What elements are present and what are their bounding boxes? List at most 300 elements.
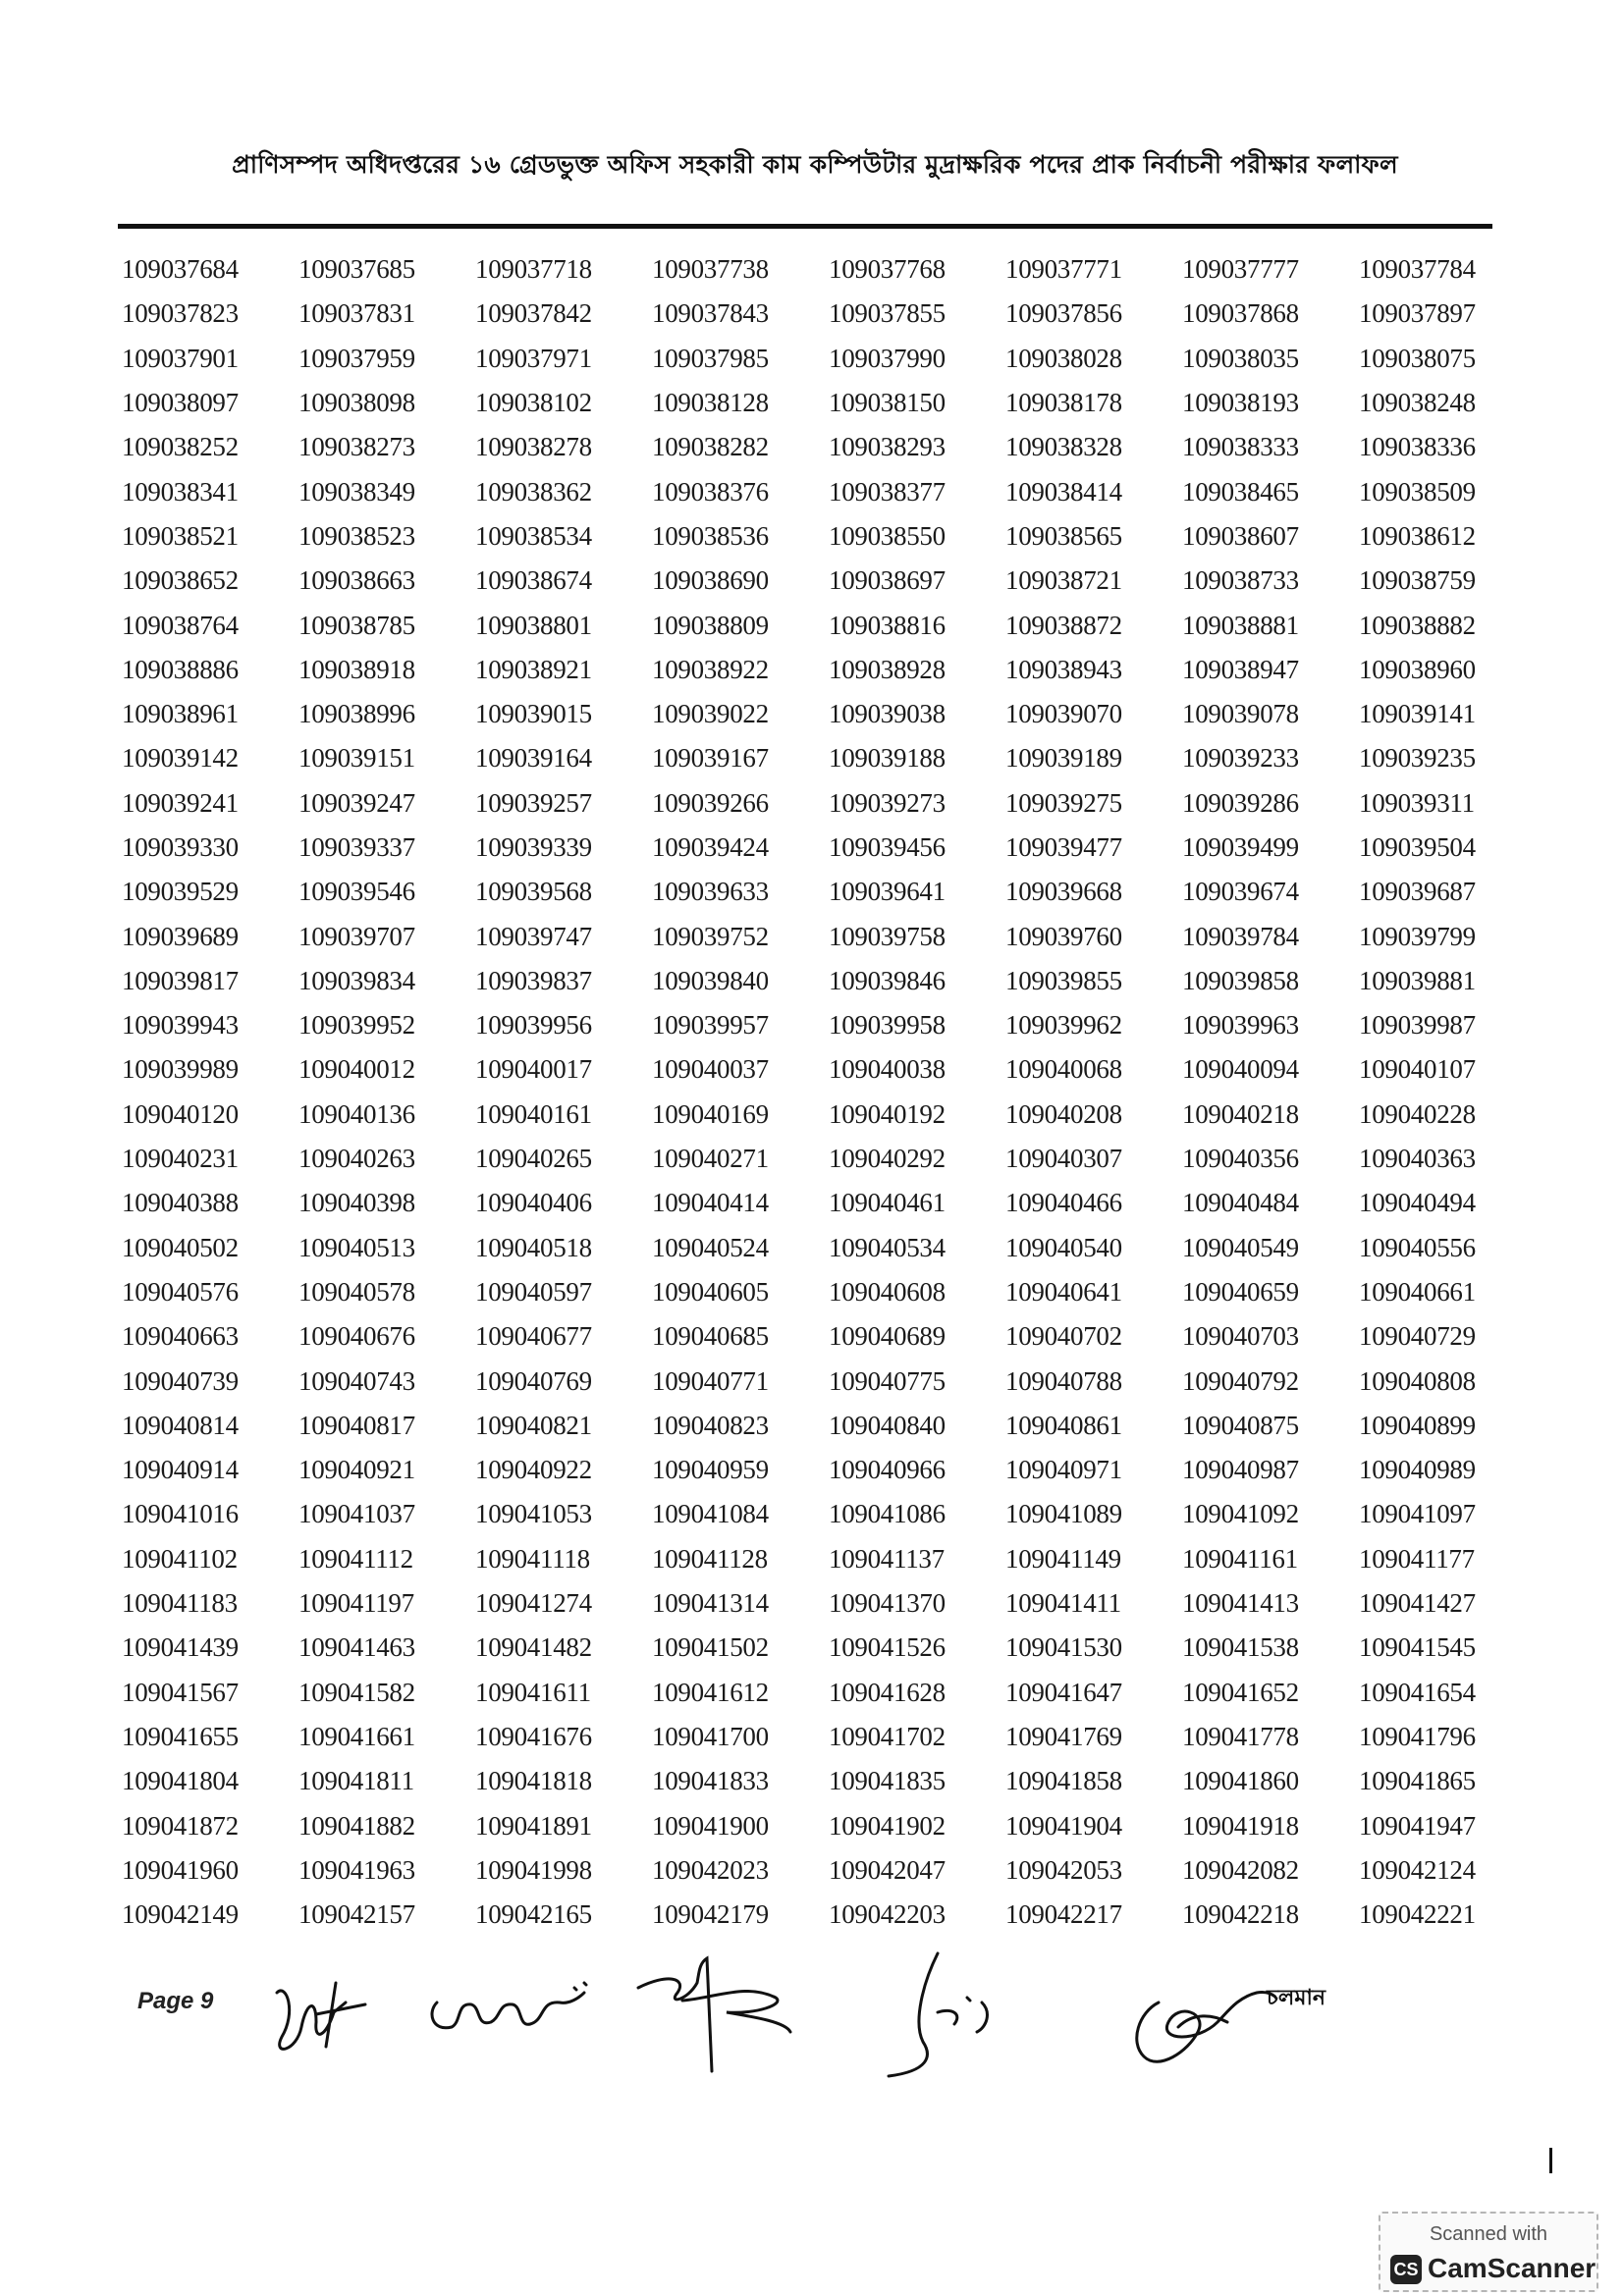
roll-number-cell: 109038607: [1182, 520, 1299, 551]
roll-number-cell: 109041102: [122, 1543, 238, 1574]
roll-number-cell: 109037855: [829, 298, 946, 329]
roll-number-cell: 109037897: [1359, 298, 1476, 329]
roll-number-cell: 109039668: [1005, 877, 1122, 907]
roll-number-cell: 109038293: [829, 432, 946, 462]
roll-number-cell: 109040775: [829, 1365, 946, 1396]
roll-number-cell: 109040461: [829, 1188, 946, 1218]
roll-number-cell: 109040817: [298, 1410, 415, 1440]
table-row: [122, 1226, 1536, 1270]
table-row: [122, 1314, 1536, 1359]
roll-number-cell: 109040987: [1182, 1455, 1299, 1485]
roll-number-cell: 109040771: [652, 1365, 769, 1396]
roll-number-cell: 109037990: [829, 343, 946, 373]
roll-number-cell: 109039188: [829, 743, 946, 774]
roll-number-cell: 109040792: [1182, 1365, 1299, 1396]
table-row: [122, 1581, 1536, 1626]
roll-number-cell: 109041835: [829, 1766, 946, 1796]
roll-number-cell: 109041778: [1182, 1721, 1299, 1751]
roll-number-cell: 109038509: [1359, 476, 1476, 507]
roll-number-cell: 109037685: [298, 254, 415, 285]
roll-number-cell: 109041482: [475, 1632, 592, 1663]
roll-number-cell: 109041904: [1005, 1810, 1122, 1841]
roll-number-cell: 109040107: [1359, 1054, 1476, 1085]
roll-number-cell: 109040466: [1005, 1188, 1122, 1218]
title-rule: [118, 224, 1492, 229]
roll-number-cell: 109040017: [475, 1054, 592, 1085]
roll-number-cell: 109038882: [1359, 610, 1476, 640]
roll-number-cell: 109039022: [652, 699, 769, 729]
roll-number-cell: 109041413: [1182, 1588, 1299, 1619]
roll-number-cell: 109041526: [829, 1632, 946, 1663]
roll-number-cell: 109039952: [298, 1010, 415, 1041]
roll-number-cell: 109039499: [1182, 832, 1299, 862]
roll-number-cell: 109042023: [652, 1854, 769, 1885]
roll-number-cell: 109039987: [1359, 1010, 1476, 1041]
roll-number-cell: 109042149: [122, 1899, 239, 1930]
roll-number-cell: 109040192: [829, 1098, 946, 1129]
roll-number-cell: 109039529: [122, 877, 239, 907]
roll-number-cell: 109040307: [1005, 1144, 1122, 1174]
roll-number-cell: 109041089: [1005, 1499, 1122, 1529]
roll-number-cell: 109039339: [475, 832, 592, 862]
roll-number-cell: 109041161: [1182, 1543, 1298, 1574]
roll-number-cell: 109039456: [829, 832, 946, 862]
roll-number-cell: 109038918: [298, 654, 415, 684]
signature-name: চলমান: [1267, 1986, 1325, 2010]
roll-number-cell: 109038872: [1005, 610, 1122, 640]
roll-number-cell: 109041872: [122, 1810, 239, 1841]
roll-number-cell: 109041833: [652, 1766, 769, 1796]
roll-number-cell: 109039641: [829, 877, 946, 907]
roll-number-cell: 109038697: [829, 565, 946, 596]
roll-number-cell: 109040094: [1182, 1054, 1299, 1085]
roll-number-cell: 109040608: [829, 1276, 946, 1307]
roll-number-cell: 109038921: [475, 654, 592, 684]
table-row: [122, 247, 1536, 292]
roll-number-cell: 109041177: [1359, 1543, 1475, 1574]
roll-number-cell: 109037856: [1005, 298, 1122, 329]
roll-number-cell: 109040729: [1359, 1321, 1476, 1352]
roll-number-grid: [122, 247, 1536, 1937]
roll-number-cell: 109040641: [1005, 1276, 1122, 1307]
table-row: [122, 1003, 1536, 1047]
roll-number-cell: 109039760: [1005, 921, 1122, 951]
roll-number-cell: 109040068: [1005, 1054, 1122, 1085]
roll-number-cell: 109037901: [122, 343, 239, 373]
roll-number-cell: 109040556: [1359, 1232, 1476, 1262]
roll-number-cell: 109042179: [652, 1899, 769, 1930]
roll-number-cell: 109038928: [829, 654, 946, 684]
roll-number-cell: 109039752: [652, 921, 769, 951]
table-row: [122, 1404, 1536, 1448]
roll-number-cell: 109042165: [475, 1899, 592, 1930]
table-row: [122, 1359, 1536, 1403]
roll-number-cell: 109040821: [475, 1410, 592, 1440]
table-row: [122, 381, 1536, 425]
table-row: [122, 1626, 1536, 1670]
roll-number-cell: 109038097: [122, 388, 239, 418]
table-row: [122, 603, 1536, 647]
roll-number-cell: 109039273: [829, 787, 946, 818]
roll-number-cell: 109039633: [652, 877, 769, 907]
roll-number-cell: 109041860: [1182, 1766, 1299, 1796]
roll-number-cell: 109040540: [1005, 1232, 1122, 1262]
margin-tick-mark: [1549, 2148, 1552, 2173]
roll-number-cell: 109037985: [652, 343, 769, 373]
roll-number-cell: 109038278: [475, 432, 592, 462]
roll-number-cell: 109041502: [652, 1632, 769, 1663]
roll-number-cell: 109040808: [1359, 1365, 1476, 1396]
roll-number-cell: 109041097: [1359, 1499, 1476, 1529]
table-row: [122, 1492, 1536, 1536]
roll-number-cell: 109041112: [298, 1543, 413, 1574]
roll-number-cell: 109038178: [1005, 388, 1122, 418]
roll-number-cell: 109039957: [652, 1010, 769, 1041]
roll-number-cell: 109038465: [1182, 476, 1299, 507]
table-row: [122, 1137, 1536, 1181]
roll-number-cell: 109040388: [122, 1188, 239, 1218]
roll-number-cell: 109041891: [475, 1810, 592, 1841]
roll-number-cell: 109040231: [122, 1144, 239, 1174]
roll-number-cell: 109038252: [122, 432, 239, 462]
roll-number-cell: 109041661: [298, 1721, 415, 1751]
roll-number-cell: 109041538: [1182, 1632, 1299, 1663]
roll-number-cell: 109038816: [829, 610, 946, 640]
roll-number-cell: 109039881: [1359, 965, 1476, 995]
table-row: [122, 1759, 1536, 1803]
roll-number-cell: 109040406: [475, 1188, 592, 1218]
roll-number-cell: 109038996: [298, 699, 415, 729]
roll-number-cell: 109039286: [1182, 787, 1299, 818]
camscanner-caption: Scanned with: [1429, 2223, 1548, 2245]
roll-number-cell: 109037868: [1182, 298, 1299, 329]
roll-number-cell: 109037684: [122, 254, 239, 285]
roll-number-cell: 109039275: [1005, 787, 1122, 818]
roll-number-cell: 109040263: [298, 1144, 415, 1174]
roll-number-cell: 109040899: [1359, 1410, 1476, 1440]
roll-number-cell: 109040363: [1359, 1144, 1476, 1174]
roll-number-cell: 109039747: [475, 921, 592, 951]
roll-number-cell: 109040292: [829, 1144, 946, 1174]
roll-number-cell: 109041084: [652, 1499, 769, 1529]
roll-number-cell: 109041963: [298, 1854, 415, 1885]
roll-number-cell: 109041796: [1359, 1721, 1476, 1751]
roll-number-cell: 109040769: [475, 1365, 592, 1396]
roll-number-cell: 109041314: [652, 1588, 769, 1619]
table-row: [122, 648, 1536, 692]
roll-number-cell: 109038809: [652, 610, 769, 640]
roll-number-cell: 109039837: [475, 965, 592, 995]
roll-number-cell: 109038764: [122, 610, 239, 640]
roll-number-cell: 109042047: [829, 1854, 946, 1885]
roll-number-cell: 109041918: [1182, 1810, 1299, 1841]
roll-number-cell: 109038328: [1005, 432, 1122, 462]
roll-number-cell: 109039424: [652, 832, 769, 862]
roll-number-cell: 109038273: [298, 432, 415, 462]
roll-number-cell: 109041947: [1359, 1810, 1476, 1841]
roll-number-cell: 109039834: [298, 965, 415, 995]
roll-number-cell: 109038733: [1182, 565, 1299, 596]
roll-number-cell: 109040356: [1182, 1144, 1299, 1174]
roll-number-cell: 109040265: [475, 1144, 592, 1174]
roll-number-cell: 109040676: [298, 1321, 415, 1352]
table-row: [122, 1448, 1536, 1492]
roll-number-cell: 109040120: [122, 1098, 239, 1129]
roll-number-cell: 109038521: [122, 520, 239, 551]
roll-number-cell: 109038028: [1005, 343, 1122, 373]
roll-number-cell: 109037768: [829, 254, 946, 285]
table-row: [122, 959, 1536, 1003]
roll-number-cell: 109039311: [1359, 787, 1475, 818]
roll-number-cell: 109038674: [475, 565, 592, 596]
roll-number-cell: 109040271: [652, 1144, 769, 1174]
roll-number-cell: 109041092: [1182, 1499, 1299, 1529]
roll-number-cell: 109042221: [1359, 1899, 1476, 1930]
roll-number-cell: 109040494: [1359, 1188, 1476, 1218]
roll-number-cell: 109040739: [122, 1365, 239, 1396]
roll-number-cell: 109041037: [298, 1499, 415, 1529]
roll-number-cell: 109041998: [475, 1854, 592, 1885]
roll-number-cell: 109040823: [652, 1410, 769, 1440]
roll-number-cell: 109039840: [652, 965, 769, 995]
roll-number-cell: 109040677: [475, 1321, 592, 1352]
roll-number-cell: 109041628: [829, 1677, 946, 1707]
roll-number-cell: 109041702: [829, 1721, 946, 1751]
roll-number-cell: 109040959: [652, 1455, 769, 1485]
roll-number-cell: 109040702: [1005, 1321, 1122, 1352]
signature-1: [257, 1944, 375, 2091]
roll-number-cell: 109042217: [1005, 1899, 1122, 1930]
roll-number-cell: 109038035: [1182, 343, 1299, 373]
roll-number-cell: 109040685: [652, 1321, 769, 1352]
roll-number-cell: 109040037: [652, 1054, 769, 1085]
roll-number-cell: 109040414: [652, 1188, 769, 1218]
roll-number-cell: 109040208: [1005, 1098, 1122, 1129]
roll-number-cell: 109037718: [475, 254, 592, 285]
roll-number-cell: 109040518: [475, 1232, 592, 1262]
roll-number-cell: 109040502: [122, 1232, 239, 1262]
roll-number-cell: 109041149: [1005, 1543, 1121, 1574]
roll-number-cell: 109039962: [1005, 1010, 1122, 1041]
roll-number-cell: 109039330: [122, 832, 239, 862]
roll-number-cell: 109041858: [1005, 1766, 1122, 1796]
roll-number-cell: 109041183: [122, 1588, 238, 1619]
roll-number-cell: 109038102: [475, 388, 592, 418]
table-row: [122, 425, 1536, 469]
roll-number-cell: 109038759: [1359, 565, 1476, 596]
roll-number-cell: 109041274: [475, 1588, 592, 1619]
roll-number-cell: 109038128: [652, 388, 769, 418]
roll-number-cell: 109040922: [475, 1455, 592, 1485]
roll-number-cell: 109041882: [298, 1810, 415, 1841]
roll-number-cell: 109040788: [1005, 1365, 1122, 1396]
roll-number-cell: 109037823: [122, 298, 239, 329]
roll-number-cell: 109040038: [829, 1054, 946, 1085]
roll-number-cell: 109038075: [1359, 343, 1476, 373]
table-row: [122, 469, 1536, 513]
roll-number-cell: 109038961: [122, 699, 239, 729]
roll-number-cell: 109041652: [1182, 1677, 1299, 1707]
roll-number-cell: 109041647: [1005, 1677, 1122, 1707]
roll-number-cell: 109042203: [829, 1899, 946, 1930]
roll-number-cell: 109038098: [298, 388, 415, 418]
table-row: [122, 1848, 1536, 1893]
roll-number-cell: 109040814: [122, 1410, 239, 1440]
roll-number-cell: 109040218: [1182, 1098, 1299, 1129]
page-label: Page 9: [137, 1988, 214, 2014]
roll-number-cell: 109039070: [1005, 699, 1122, 729]
roll-number-cell: 109038150: [829, 388, 946, 418]
roll-number-cell: 109039568: [475, 877, 592, 907]
roll-number-cell: 109038377: [829, 476, 946, 507]
table-row: [122, 559, 1536, 603]
roll-number-cell: 109040398: [298, 1188, 415, 1218]
roll-number-cell: 109039266: [652, 787, 769, 818]
table-row: [122, 1893, 1536, 1937]
roll-number-cell: 109041769: [1005, 1721, 1122, 1751]
roll-number-cell: 109038663: [298, 565, 415, 596]
roll-number-cell: 109041370: [829, 1588, 946, 1619]
roll-number-cell: 109040136: [298, 1098, 415, 1129]
roll-number-cell: 109039235: [1359, 743, 1476, 774]
roll-number-cell: 109042124: [1359, 1854, 1476, 1885]
roll-number-cell: 109037771: [1005, 254, 1122, 285]
roll-number-cell: 109040659: [1182, 1276, 1299, 1307]
table-row: [122, 1270, 1536, 1314]
roll-number-cell: 109039707: [298, 921, 415, 951]
table-row: [122, 1671, 1536, 1715]
roll-number-cell: 109040605: [652, 1276, 769, 1307]
roll-number-cell: 109041865: [1359, 1766, 1476, 1796]
table-row: [122, 1803, 1536, 1847]
roll-number-cell: 109038341: [122, 476, 239, 507]
roll-number-cell: 109041902: [829, 1810, 946, 1841]
table-row: [122, 914, 1536, 958]
roll-number-cell: 109039247: [298, 787, 415, 818]
roll-number-cell: 109039855: [1005, 965, 1122, 995]
roll-number-cell: 109040840: [829, 1410, 946, 1440]
roll-number-cell: 109039038: [829, 699, 946, 729]
roll-number-cell: 109042082: [1182, 1854, 1299, 1885]
roll-number-cell: 109040576: [122, 1276, 239, 1307]
table-row: [122, 292, 1536, 336]
roll-number-cell: 109040524: [652, 1232, 769, 1262]
roll-number-cell: 109041960: [122, 1854, 239, 1885]
roll-number-cell: 109040914: [122, 1455, 239, 1485]
roll-number-cell: 109040513: [298, 1232, 415, 1262]
roll-number-cell: 109040875: [1182, 1410, 1299, 1440]
roll-number-cell: 109041411: [1005, 1588, 1121, 1619]
roll-number-cell: 109040689: [829, 1321, 946, 1352]
roll-number-cell: 109040971: [1005, 1455, 1122, 1485]
roll-number-cell: 109038248: [1359, 388, 1476, 418]
roll-number-cell: 109040663: [122, 1321, 239, 1352]
table-row: [122, 826, 1536, 870]
roll-number-cell: 109038922: [652, 654, 769, 684]
roll-number-cell: 109041804: [122, 1766, 239, 1796]
roll-number-cell: 109040661: [1359, 1276, 1476, 1307]
table-row: [122, 1181, 1536, 1225]
roll-number-cell: 109038881: [1182, 610, 1299, 640]
signature-2: [422, 1944, 589, 2091]
roll-number-cell: 109037842: [475, 298, 592, 329]
roll-number-cell: 109038943: [1005, 654, 1122, 684]
roll-number-cell: 109041530: [1005, 1632, 1122, 1663]
roll-number-cell: 109038550: [829, 520, 946, 551]
roll-number-cell: 109038960: [1359, 654, 1476, 684]
signature-3: [628, 1944, 800, 2091]
roll-number-cell: 109039141: [1359, 699, 1476, 729]
roll-number-cell: 109040161: [475, 1098, 592, 1129]
roll-number-cell: 109039233: [1182, 743, 1299, 774]
roll-number-cell: 109039689: [122, 921, 239, 951]
page-title: প্রাণিসম্পদ অধিদপ্তরের ১৬ গ্রেডভুক্ত অফিস সহকারী কাম কম্পিউটার মুদ্রাক্ষরিক পদের প্রাক নির্বাচনী পরীক্ষার ফলাফল: [232, 150, 1398, 179]
table-row: [122, 870, 1536, 914]
roll-number-cell: 109038886: [122, 654, 239, 684]
roll-number-cell: 109037959: [298, 343, 415, 373]
roll-number-cell: 109042218: [1182, 1899, 1299, 1930]
roll-number-cell: 109039189: [1005, 743, 1122, 774]
roll-number-cell: 109040921: [298, 1455, 415, 1485]
roll-number-cell: 109038349: [298, 476, 415, 507]
roll-number-cell: 109038333: [1182, 432, 1299, 462]
roll-number-cell: 109041427: [1359, 1588, 1476, 1619]
roll-number-cell: 109038690: [652, 565, 769, 596]
roll-number-cell: 109039167: [652, 743, 769, 774]
roll-number-cell: 109038414: [1005, 476, 1122, 507]
table-row: [122, 1715, 1536, 1759]
roll-number-cell: 109039963: [1182, 1010, 1299, 1041]
roll-number-cell: 109037971: [475, 343, 592, 373]
roll-number-cell: 109038282: [652, 432, 769, 462]
roll-number-cell: 109041654: [1359, 1677, 1476, 1707]
roll-number-cell: 109040012: [298, 1054, 415, 1085]
roll-number-cell: 109037777: [1182, 254, 1299, 285]
roll-number-cell: 109041582: [298, 1677, 415, 1707]
roll-number-cell: 109040549: [1182, 1232, 1299, 1262]
table-row: [122, 736, 1536, 780]
camscanner-logo-icon: CS: [1390, 2255, 1422, 2284]
signature-5: [1119, 1944, 1276, 2091]
camscanner-badge: [1379, 2212, 1598, 2292]
roll-number-cell: 109037831: [298, 298, 415, 329]
roll-number-cell: 109041439: [122, 1632, 239, 1663]
roll-number-cell: 109039015: [475, 699, 592, 729]
roll-number-cell: 109041811: [298, 1766, 414, 1796]
roll-number-cell: 109040228: [1359, 1098, 1476, 1129]
roll-number-cell: 109041197: [298, 1588, 414, 1619]
roll-number-cell: 109039958: [829, 1010, 946, 1041]
roll-number-cell: 109037784: [1359, 254, 1476, 285]
roll-number-cell: 109041053: [475, 1499, 592, 1529]
roll-number-cell: 109042157: [298, 1899, 415, 1930]
table-row: [122, 337, 1536, 381]
roll-number-cell: 109039989: [122, 1054, 239, 1085]
roll-number-cell: 109039956: [475, 1010, 592, 1041]
roll-number-cell: 109039504: [1359, 832, 1476, 862]
roll-number-cell: 109041700: [652, 1721, 769, 1751]
roll-number-cell: 109042053: [1005, 1854, 1122, 1885]
roll-number-cell: 109038336: [1359, 432, 1476, 462]
roll-number-cell: 109040578: [298, 1276, 415, 1307]
roll-number-cell: 109040534: [829, 1232, 946, 1262]
roll-number-cell: 109040597: [475, 1276, 592, 1307]
table-row: [122, 514, 1536, 559]
roll-number-cell: 109041900: [652, 1810, 769, 1841]
roll-number-cell: 109039943: [122, 1010, 239, 1041]
roll-number-cell: 109039817: [122, 965, 239, 995]
roll-number-cell: 109041137: [829, 1543, 945, 1574]
